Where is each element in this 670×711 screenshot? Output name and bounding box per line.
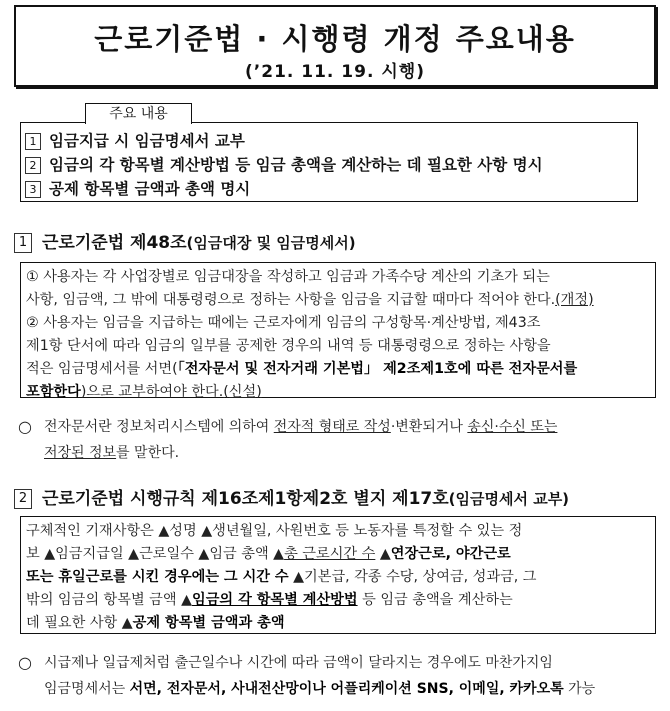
law-bold-text: 포함한다 [26, 384, 81, 400]
law-line: 제1항 단서에 따라 임금의 일부를 공제한 경우의 내역 등 대통령령으로 정하는 사항을 [26, 338, 551, 354]
section1-note [18, 414, 658, 466]
summary-item-text: 공제 항목별 금액과 총액 명시 [49, 180, 251, 198]
summary-box [20, 122, 638, 202]
law-line: ② 사용자는 임금을 지급하는 때에는 근로자에게 임금의 구성항목·계산방법, 제43조 [26, 315, 541, 331]
summary-item-text: 임금지급 시 임금명세서 교부 [49, 132, 245, 150]
law-text: 적은 임금명세서를 서면( [26, 361, 178, 377]
section1-title-paren: (임금대장 및 임금명세서) [186, 234, 356, 252]
number-box: 2 [25, 157, 41, 174]
circle-bullet-icon: ○ [18, 417, 32, 436]
law-line [26, 358, 650, 381]
summary-item [25, 153, 543, 175]
number-box: 2 [14, 489, 32, 509]
law-box-article48 [20, 262, 656, 398]
amendment-tag: (개정) [555, 292, 594, 308]
summary-label: 주요 내용 [85, 103, 192, 124]
section2-heading [14, 484, 569, 509]
detail-box-form17 [20, 516, 656, 634]
number-box: 1 [25, 133, 41, 150]
number-box: 3 [25, 181, 41, 198]
section2-title: 근로기준법 시행규칙 제16조제1항제2호 별지 제17호 [42, 489, 449, 509]
note-text: 전자문서란 정보처리시스템에 의하여 전자적 형태로 작성·변환되거나 송신·수신 또는 저장된 정보를 말한다. [44, 419, 558, 461]
law-line: ① 사용자는 각 사업장별로 임금대장을 작성하고 임금과 가족수당 계산의 기초가 되는 [26, 269, 550, 285]
law-text: 사항, 임금액, 그 밖에 대통령령으로 정하는 사항을 임금을 지급할 때마다 적어야 한다. [26, 292, 556, 308]
note-text: 시급제나 일급제처럼 출근일수나 시간에 따라 금액이 달라지는 경우에도 마찬가지임 임금명세서는 서면, 전자문서, 사내전산망이나 어플리케이션 SNS, 이메일, 카카오톡 가능 [44, 655, 596, 697]
number-box: 1 [14, 233, 32, 253]
detail-line: 또는 휴일근로를 시킨 경우에는 그 시간 수 ▲기본급, 각종 수당, 상여금, 성과금, 그 [26, 569, 537, 585]
section1-title: 근로기준법 제48조 [42, 233, 187, 253]
law-bold-text: 「전자문서 및 전자거래 기본법」 제2조제1호에 따른 전자문서를 [177, 361, 578, 377]
page-subtitle: (’21. 11. 19. 시행) [245, 62, 425, 82]
detail-line: 밖의 임금의 항목별 금액 ▲임금의 각 항목별 계산방법 등 임금 총액을 계산하는 [26, 592, 513, 608]
detail-line: 보 ▲임금지급일 ▲근로일수 ▲임금 총액 ▲총 근로시간 수 ▲연장근로, 야간근로 [26, 546, 511, 562]
section2-note [18, 650, 658, 702]
detail-line: 데 필요한 사항 ▲공제 항목별 금액과 총액 [26, 615, 285, 631]
law-line [26, 289, 650, 312]
summary-item [25, 129, 245, 151]
page-title: 근로기준법 · 시행령 개정 주요내용 [94, 22, 576, 56]
new-tag: (신설) [223, 384, 262, 400]
section1-heading [14, 228, 356, 253]
title-box [14, 5, 656, 87]
summary-item [25, 177, 250, 199]
law-line [26, 381, 650, 404]
section2-title-paren: (임금명세서 교부) [448, 490, 570, 508]
summary-item-text: 임금의 각 항목별 계산방법 등 임금 총액을 계산하는 데 필요한 사항 명시 [49, 156, 543, 174]
law-text: )으로 교부하여야 한다. [80, 384, 224, 400]
circle-bullet-icon: ○ [18, 653, 32, 672]
detail-line: 구체적인 기재사항은 ▲성명 ▲생년월일, 사원번호 등 노동자를 특정할 수 있는 정 [26, 523, 523, 539]
